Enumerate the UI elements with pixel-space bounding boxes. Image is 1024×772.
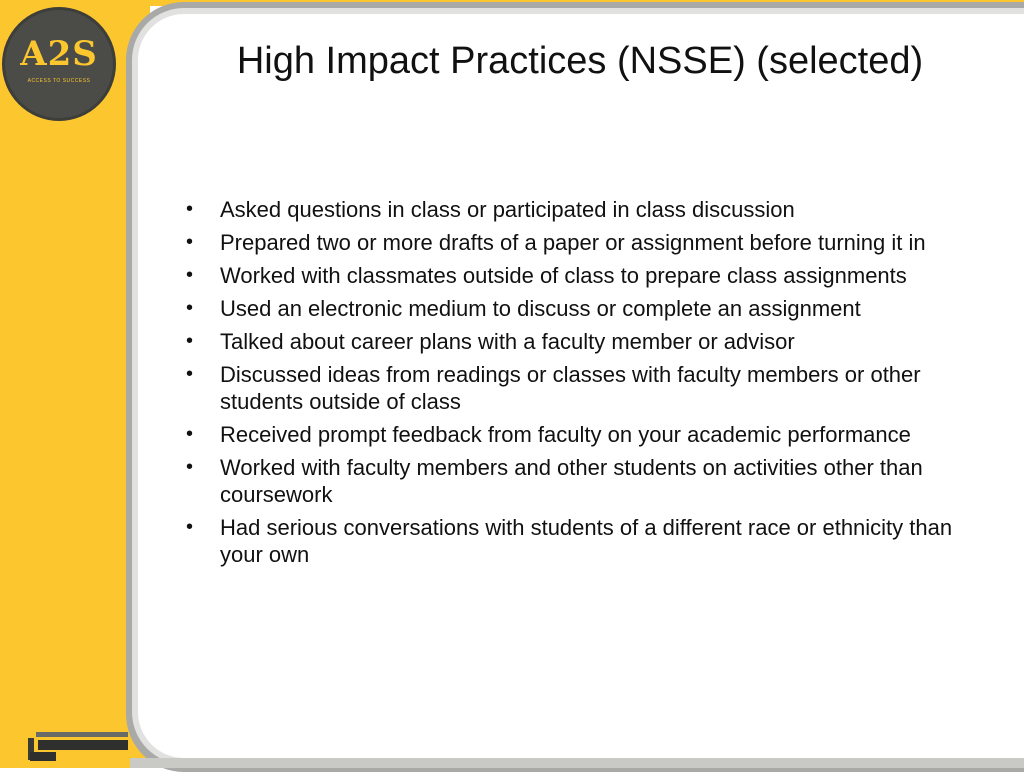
bullet-icon: • xyxy=(186,516,194,538)
list-item xyxy=(182,361,962,415)
logo-tagline: ACCESS TO SUCCESS xyxy=(27,78,91,84)
bullet-icon: • xyxy=(186,423,194,445)
bullet-icon: • xyxy=(186,264,194,286)
list-item xyxy=(182,454,962,508)
list-item-text: Prepared two or more drafts of a paper or assignment before turning it in xyxy=(220,230,926,255)
list-item xyxy=(182,421,962,448)
list-item-text: Received prompt feedback from faculty on your academic performance xyxy=(220,422,911,447)
bullet-icon: • xyxy=(186,330,194,352)
logo-wordmark: A2S xyxy=(20,34,98,74)
footer-logo-icon xyxy=(28,728,132,764)
list-item-text: Used an electronic medium to discuss or complete an assignment xyxy=(220,296,861,321)
bullet-icon: • xyxy=(186,456,194,478)
bullet-icon: • xyxy=(186,297,194,319)
list-item-text: Worked with classmates outside of class to prepare class assignments xyxy=(220,263,907,288)
list-item-text: Discussed ideas from readings or classes with faculty members or other students outside of class xyxy=(220,362,921,414)
list-item-text: Asked questions in class or participated in class discussion xyxy=(220,197,795,222)
list-item xyxy=(182,328,962,355)
list-item xyxy=(182,295,962,322)
bullet-icon: • xyxy=(186,363,194,385)
bullet-icon: • xyxy=(186,231,194,253)
list-item xyxy=(182,229,962,256)
slide-title: High Impact Practices (NSSE) (selected) xyxy=(236,40,924,82)
a2s-logo-badge xyxy=(5,10,113,118)
panel-bottom-edge xyxy=(130,758,1024,768)
list-item-text: Worked with faculty members and other students on activities other than coursework xyxy=(220,455,923,507)
bullet-icon: • xyxy=(186,198,194,220)
list-item xyxy=(182,196,962,223)
list-item xyxy=(182,262,962,289)
bullet-list xyxy=(182,196,962,574)
list-item xyxy=(182,514,962,568)
list-item-text: Talked about career plans with a faculty member or advisor xyxy=(220,329,795,354)
list-item-text: Had serious conversations with students of a different race or ethnicity than your own xyxy=(220,515,953,567)
